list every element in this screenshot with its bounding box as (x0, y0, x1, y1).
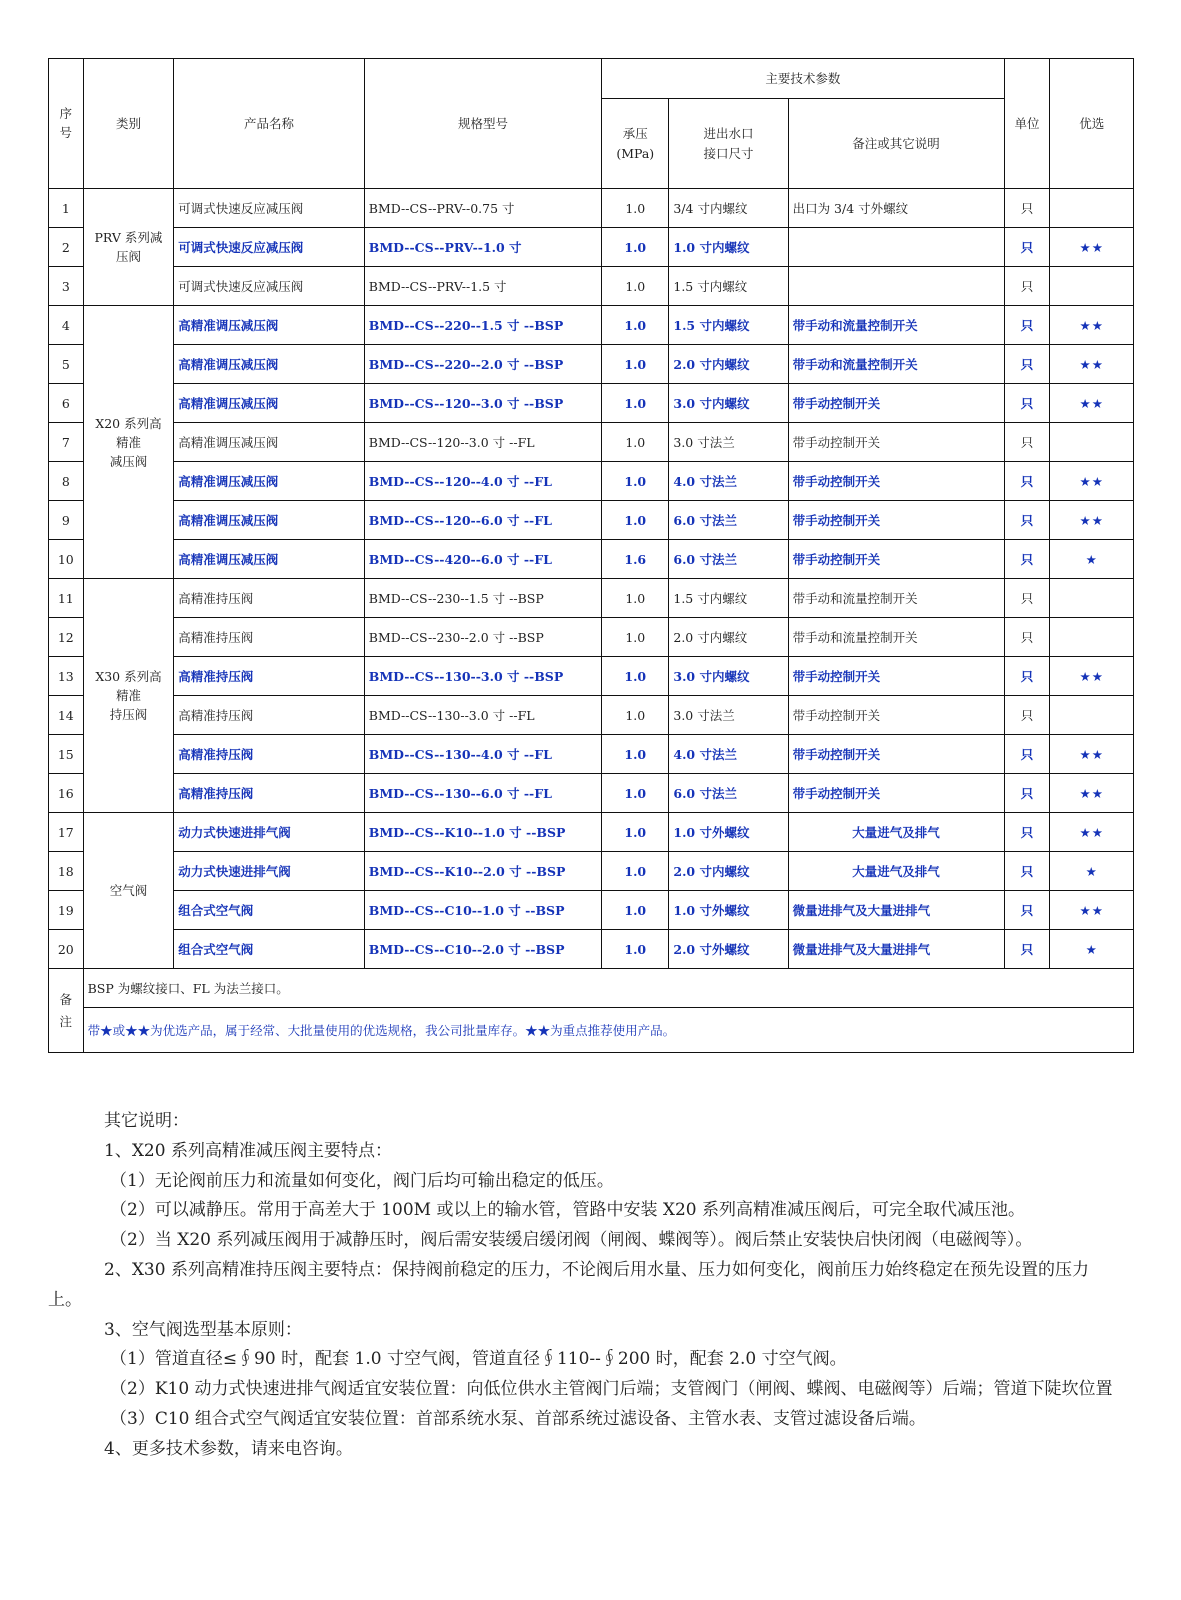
cell-remark: 带手动控制开关 (788, 384, 1004, 423)
table-row (49, 306, 1134, 345)
cell-name: 可调式快速反应减压阀 (174, 267, 365, 306)
cell-size: 3.0 寸法兰 (669, 423, 788, 462)
cell-name: 高精准调压减压阀 (174, 306, 365, 345)
header-size: 进出水口 接口尺寸 (669, 99, 788, 189)
notes-s1-3: （2）当 X20 系列减压阀用于减静压时，阀后需安装缓启缓闭阀（闸阀、蝶阀等）。阀后禁止安装快启快闭阀（电磁阀等）。 (110, 1230, 1033, 1251)
cell-category (83, 813, 174, 969)
cell-size: 1.0 寸外螺纹 (669, 813, 788, 852)
cell-name: 组合式空气阀 (174, 891, 365, 930)
cell-remark: 大量进气及排气 (788, 813, 1004, 852)
header-main-params: 主要技术参数 (602, 59, 1004, 99)
cell-preferred-stars (1050, 189, 1134, 228)
cell-unit: 只 (1004, 813, 1050, 852)
notes-s3: 3、空气阀选型基本原则： (104, 1319, 302, 1340)
header-preferred: 优选 (1050, 59, 1134, 189)
cell-category (83, 306, 174, 579)
header-seq: 序号 (49, 59, 84, 189)
table-row (49, 618, 1134, 657)
footnote-label: 备 注 (49, 969, 84, 1053)
cell-seq: 19 (49, 891, 84, 930)
header-category: 类别 (83, 59, 174, 189)
cell-unit: 只 (1004, 579, 1050, 618)
cell-remark: 出口为 3/4 寸外螺纹 (788, 189, 1004, 228)
cell-unit: 只 (1004, 891, 1050, 930)
cell-unit: 只 (1004, 540, 1050, 579)
notes-s1-1: （1）无论阀前压力和流量如何变化，阀门后均可输出稳定的低压。 (110, 1170, 614, 1191)
cell-seq: 16 (49, 774, 84, 813)
cell-remark: 带手动和流量控制开关 (788, 579, 1004, 618)
cell-remark: 带手动控制开关 (788, 501, 1004, 540)
cell-preferred-stars: ★★ (1050, 228, 1134, 267)
notes-s1: 1、X20 系列高精准减压阀主要特点： (104, 1140, 392, 1161)
cell-remark: 带手动控制开关 (788, 657, 1004, 696)
cell-remark: 大量进气及排气 (788, 852, 1004, 891)
cell-preferred-stars: ★★ (1050, 501, 1134, 540)
table-row (49, 579, 1134, 618)
cell-seq: 7 (49, 423, 84, 462)
header-model: 规格型号 (364, 59, 601, 189)
cell-unit: 只 (1004, 384, 1050, 423)
notes-s2: 2、X30 系列高精准持压阀主要特点：保持阀前稳定的压力，不论阀后用水量、压力如何变化，阀前压力始终稳定在预先设置的压力上。 (48, 1259, 1089, 1310)
cell-pressure: 1.0 (602, 384, 669, 423)
table-row (49, 423, 1134, 462)
cell-seq: 12 (49, 618, 84, 657)
cell-size: 1.5 寸内螺纹 (669, 267, 788, 306)
header-unit: 单位 (1004, 59, 1050, 189)
cell-remark: 带手动控制开关 (788, 540, 1004, 579)
table-row (49, 345, 1134, 384)
cell-pressure: 1.0 (602, 345, 669, 384)
cell-size: 4.0 寸法兰 (669, 462, 788, 501)
cell-name: 高精准持压阀 (174, 579, 365, 618)
cell-pressure: 1.0 (602, 852, 669, 891)
header-remark: 备注或其它说明 (788, 99, 1004, 189)
cell-model: BMD--CS--220--2.0 寸 --BSP (364, 345, 601, 384)
cell-pressure: 1.0 (602, 462, 669, 501)
cell-model: BMD--CS--120--6.0 寸 --FL (364, 501, 601, 540)
notes-s3-2: （2）K10 动力式快速进排气阀适宜安装位置：向低位供水主管阀门后端；支管阀门（闸阀、蝶阀、电磁阀等）后端；管道下陡坎位置 (110, 1379, 1113, 1400)
table-row (49, 696, 1134, 735)
cell-unit: 只 (1004, 930, 1050, 969)
cell-model: BMD--CS--PRV--0.75 寸 (364, 189, 601, 228)
cell-model: BMD--CS--230--2.0 寸 --BSP (364, 618, 601, 657)
cell-pressure: 1.0 (602, 813, 669, 852)
cell-pressure: 1.6 (602, 540, 669, 579)
cell-name: 高精准调压减压阀 (174, 345, 365, 384)
cell-seq: 15 (49, 735, 84, 774)
cell-size: 3.0 寸内螺纹 (669, 384, 788, 423)
cell-name: 高精准调压减压阀 (174, 462, 365, 501)
cell-model: BMD--CS--420--6.0 寸 --FL (364, 540, 601, 579)
cell-preferred-stars (1050, 696, 1134, 735)
cell-size: 6.0 寸法兰 (669, 774, 788, 813)
cell-pressure: 1.0 (602, 735, 669, 774)
cell-name: 高精准持压阀 (174, 774, 365, 813)
cell-size: 6.0 寸法兰 (669, 501, 788, 540)
notes-title: 其它说明： (104, 1111, 189, 1131)
cell-name: 高精准持压阀 (174, 696, 365, 735)
cell-size: 1.0 寸外螺纹 (669, 891, 788, 930)
cell-model: BMD--CS--130--6.0 寸 --FL (364, 774, 601, 813)
cell-preferred-stars (1050, 579, 1134, 618)
cell-name: 动力式快速进排气阀 (174, 852, 365, 891)
footnote-1: BSP 为螺纹接口、FL 为法兰接口。 (83, 969, 1133, 1008)
cell-name: 高精准持压阀 (174, 735, 365, 774)
cell-pressure: 1.0 (602, 306, 669, 345)
cell-size: 6.0 寸法兰 (669, 540, 788, 579)
table-row (49, 735, 1134, 774)
table-row (49, 189, 1134, 228)
cell-preferred-stars: ★ (1050, 930, 1134, 969)
cell-unit: 只 (1004, 657, 1050, 696)
cell-remark: 带手动控制开关 (788, 774, 1004, 813)
cell-size: 4.0 寸法兰 (669, 735, 788, 774)
header-pressure: 承压 (MPa) (602, 99, 669, 189)
product-spec-table (48, 58, 1134, 1053)
cell-model: BMD--CS--PRV--1.5 寸 (364, 267, 601, 306)
cell-model: BMD--CS--C10--1.0 寸 --BSP (364, 891, 601, 930)
table-row (49, 501, 1134, 540)
cell-pressure: 1.0 (602, 423, 669, 462)
cell-name: 高精准调压减压阀 (174, 384, 365, 423)
cell-preferred-stars: ★ (1050, 852, 1134, 891)
cell-preferred-stars: ★★ (1050, 462, 1134, 501)
notes-s3-3: （3）C10 组合式空气阀适宜安装位置：首部系统水泵、首部系统过滤设备、主管水表、支管过滤设备后端。 (110, 1408, 926, 1429)
table-row (49, 852, 1134, 891)
cell-seq: 9 (49, 501, 84, 540)
cell-remark: 带手动控制开关 (788, 696, 1004, 735)
cell-remark: 带手动控制开关 (788, 423, 1004, 462)
cell-remark (788, 267, 1004, 306)
cell-size: 2.0 寸外螺纹 (669, 930, 788, 969)
cell-remark: 带手动和流量控制开关 (788, 618, 1004, 657)
cell-seq: 14 (49, 696, 84, 735)
cell-pressure: 1.0 (602, 228, 669, 267)
cell-seq: 8 (49, 462, 84, 501)
category-label: 空气阀 (109, 883, 148, 898)
table-row (49, 267, 1134, 306)
cell-model: BMD--CS--120--4.0 寸 --FL (364, 462, 601, 501)
cell-size: 3.0 寸法兰 (669, 696, 788, 735)
cell-unit: 只 (1004, 735, 1050, 774)
table-row (49, 462, 1134, 501)
category-label: X30 系列高 精准 持压阀 (95, 669, 162, 722)
cell-model: BMD--CS--K10--1.0 寸 --BSP (364, 813, 601, 852)
cell-seq: 13 (49, 657, 84, 696)
cell-unit: 只 (1004, 267, 1050, 306)
cell-pressure: 1.0 (602, 774, 669, 813)
cell-name: 高精准调压减压阀 (174, 540, 365, 579)
table-row (49, 540, 1134, 579)
cell-unit: 只 (1004, 423, 1050, 462)
cell-size: 2.0 寸内螺纹 (669, 852, 788, 891)
cell-preferred-stars: ★★ (1050, 735, 1134, 774)
cell-pressure: 1.0 (602, 618, 669, 657)
category-label: PRV 系列减 压阀 (94, 230, 163, 264)
cell-preferred-stars (1050, 267, 1134, 306)
cell-pressure: 1.0 (602, 930, 669, 969)
cell-preferred-stars (1050, 423, 1134, 462)
cell-unit: 只 (1004, 228, 1050, 267)
table-row (49, 891, 1134, 930)
cell-model: BMD--CS--PRV--1.0 寸 (364, 228, 601, 267)
cell-model: BMD--CS--130--4.0 寸 --FL (364, 735, 601, 774)
cell-seq: 17 (49, 813, 84, 852)
cell-remark (788, 228, 1004, 267)
cell-category (83, 579, 174, 813)
cell-name: 高精准调压减压阀 (174, 423, 365, 462)
cell-name: 组合式空气阀 (174, 930, 365, 969)
cell-seq: 6 (49, 384, 84, 423)
cell-preferred-stars: ★★ (1050, 813, 1134, 852)
cell-category (83, 189, 174, 306)
table-body (49, 189, 1134, 969)
cell-remark: 带手动和流量控制开关 (788, 345, 1004, 384)
cell-preferred-stars: ★★ (1050, 891, 1134, 930)
cell-seq: 20 (49, 930, 84, 969)
cell-model: BMD--CS--220--1.5 寸 --BSP (364, 306, 601, 345)
cell-unit: 只 (1004, 501, 1050, 540)
cell-unit: 只 (1004, 774, 1050, 813)
cell-size: 3/4 寸内螺纹 (669, 189, 788, 228)
cell-seq: 2 (49, 228, 84, 267)
cell-pressure: 1.0 (602, 891, 669, 930)
cell-model: BMD--CS--120--3.0 寸 --FL (364, 423, 601, 462)
cell-seq: 5 (49, 345, 84, 384)
table-row (49, 657, 1134, 696)
cell-model: BMD--CS--C10--2.0 寸 --BSP (364, 930, 601, 969)
header-name: 产品名称 (174, 59, 365, 189)
cell-unit: 只 (1004, 189, 1050, 228)
cell-pressure: 1.0 (602, 267, 669, 306)
cell-size: 1.5 寸内螺纹 (669, 579, 788, 618)
cell-preferred-stars: ★★ (1050, 657, 1134, 696)
cell-size: 1.0 寸内螺纹 (669, 228, 788, 267)
cell-preferred-stars (1050, 618, 1134, 657)
cell-model: BMD--CS--130--3.0 寸 --BSP (364, 657, 601, 696)
cell-name: 动力式快速进排气阀 (174, 813, 365, 852)
cell-model: BMD--CS--230--1.5 寸 --BSP (364, 579, 601, 618)
cell-remark: 微量进排气及大量进排气 (788, 891, 1004, 930)
cell-pressure: 1.0 (602, 501, 669, 540)
cell-pressure: 1.0 (602, 657, 669, 696)
cell-seq: 18 (49, 852, 84, 891)
table-row (49, 813, 1134, 852)
cell-seq: 1 (49, 189, 84, 228)
cell-remark: 带手动和流量控制开关 (788, 306, 1004, 345)
cell-preferred-stars: ★★ (1050, 345, 1134, 384)
cell-seq: 10 (49, 540, 84, 579)
cell-size: 3.0 寸内螺纹 (669, 657, 788, 696)
table-row (49, 384, 1134, 423)
cell-name: 高精准持压阀 (174, 657, 365, 696)
category-label: X20 系列高 精准 减压阀 (95, 415, 162, 469)
cell-unit: 只 (1004, 462, 1050, 501)
cell-unit: 只 (1004, 696, 1050, 735)
cell-size: 1.5 寸内螺纹 (669, 306, 788, 345)
cell-pressure: 1.0 (602, 696, 669, 735)
cell-model: BMD--CS--120--3.0 寸 --BSP (364, 384, 601, 423)
notes-s3-1: （1）管道直径≤∮90 时，配套 1.0 寸空气阀，管道直径∮110--∮200 时，配套 2.0 寸空气阀。 (110, 1349, 847, 1370)
cell-unit: 只 (1004, 306, 1050, 345)
notes-s4: 4、更多技术参数，请来电咨询。 (104, 1438, 353, 1459)
cell-model: BMD--CS--130--3.0 寸 --FL (364, 696, 601, 735)
notes-s1-2: （2）可以减静压。常用于高差大于 100M 或以上的输水管，管路中安装 X20 系列高精准减压阀后，可完全取代减压池。 (110, 1200, 1026, 1221)
cell-remark: 带手动控制开关 (788, 735, 1004, 774)
cell-unit: 只 (1004, 345, 1050, 384)
cell-unit: 只 (1004, 618, 1050, 657)
table-row (49, 228, 1134, 267)
cell-size: 2.0 寸内螺纹 (669, 618, 788, 657)
cell-unit: 只 (1004, 852, 1050, 891)
cell-preferred-stars: ★★ (1050, 774, 1134, 813)
notes-section (48, 1107, 1114, 1465)
cell-remark: 微量进排气及大量进排气 (788, 930, 1004, 969)
cell-model: BMD--CS--K10--2.0 寸 --BSP (364, 852, 601, 891)
cell-preferred-stars: ★ (1050, 540, 1134, 579)
cell-preferred-stars: ★★ (1050, 384, 1134, 423)
cell-seq: 4 (49, 306, 84, 345)
table-row (49, 774, 1134, 813)
footnote-2: 带★或★★为优选产品，属于经常、大批量使用的优选规格，我公司批量库存。★★为重点推荐使用产品。 (83, 1008, 1133, 1053)
cell-pressure: 1.0 (602, 189, 669, 228)
cell-seq: 3 (49, 267, 84, 306)
cell-preferred-stars: ★★ (1050, 306, 1134, 345)
cell-name: 可调式快速反应减压阀 (174, 189, 365, 228)
cell-name: 高精准调压减压阀 (174, 501, 365, 540)
cell-remark: 带手动控制开关 (788, 462, 1004, 501)
cell-seq: 11 (49, 579, 84, 618)
cell-pressure: 1.0 (602, 579, 669, 618)
cell-name: 可调式快速反应减压阀 (174, 228, 365, 267)
table-row (49, 930, 1134, 969)
cell-name: 高精准持压阀 (174, 618, 365, 657)
cell-size: 2.0 寸内螺纹 (669, 345, 788, 384)
